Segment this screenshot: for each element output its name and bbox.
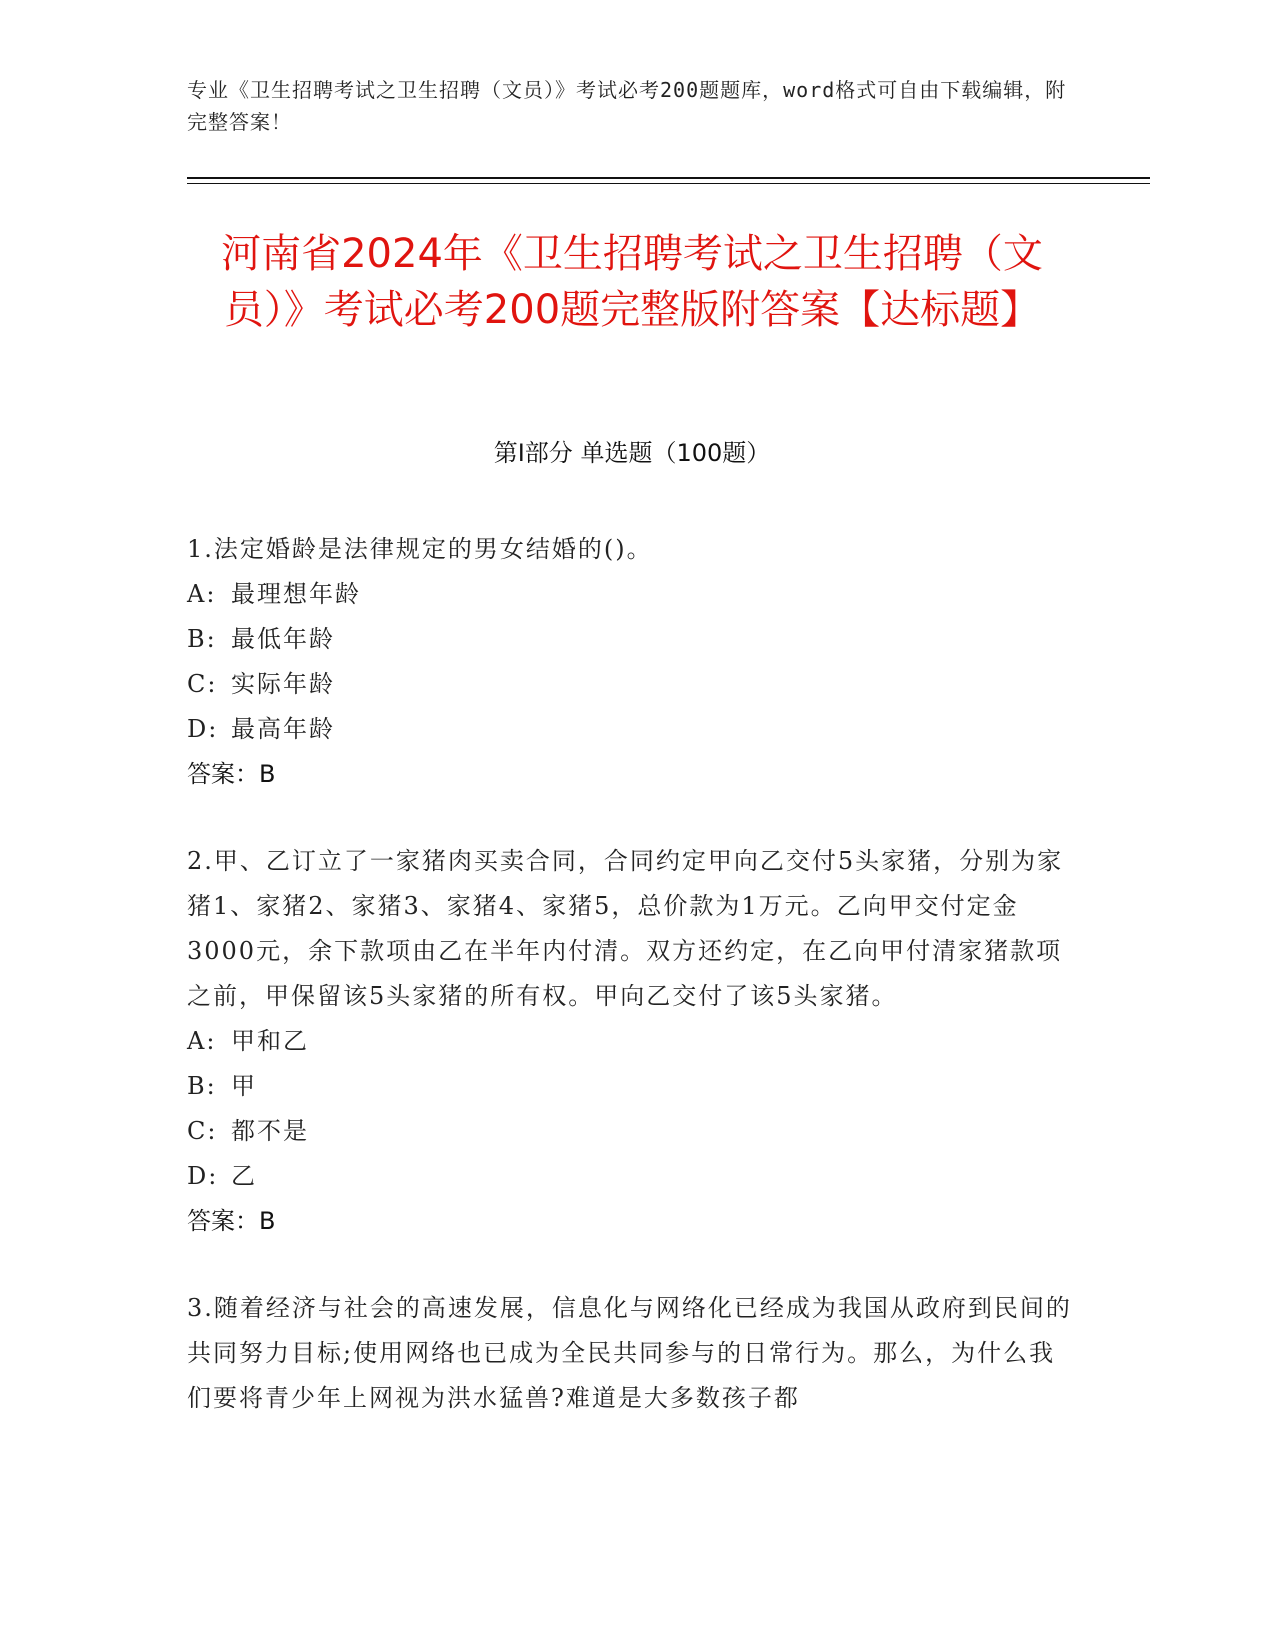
question-list: [187, 527, 1077, 1463]
option-a: [187, 1019, 1077, 1064]
option-text: 甲和乙: [231, 1027, 309, 1055]
header-divider-thin: [187, 183, 1150, 184]
question-1: [187, 527, 1077, 797]
question-2: [187, 839, 1077, 1244]
section-title: 第I部分 单选题（100题）: [493, 439, 771, 467]
option-text: 都不是: [231, 1117, 309, 1145]
option-text: 甲: [231, 1072, 257, 1100]
option-letter: C:: [187, 670, 218, 698]
option-letter: A:: [187, 1027, 217, 1055]
option-letter: C:: [187, 1117, 218, 1145]
option-letter: B:: [187, 1072, 217, 1100]
option-letter: B:: [187, 625, 217, 653]
header-note: 专业《卫生招聘考试之卫生招聘（文员）》考试必考200题题库，word格式可自由下载编辑，附完整答案！: [187, 78, 1067, 134]
option-c: [187, 1109, 1077, 1154]
option-text: 实际年龄: [231, 670, 335, 698]
option-letter: A:: [187, 580, 217, 608]
answer-line: 答案：B: [187, 1207, 276, 1235]
option-text: 最低年龄: [231, 625, 335, 653]
option-text: 乙: [231, 1162, 257, 1190]
option-text: 最高年龄: [231, 715, 335, 743]
answer-line: 答案：B: [187, 760, 276, 788]
option-d: [187, 1154, 1077, 1199]
option-text: 最理想年龄: [231, 580, 361, 608]
document-title: 河南省2024年《卫生招聘考试之卫生招聘（文员）》考试必考200题完整版附答案【达标题】: [221, 231, 1043, 333]
question-3: [187, 1286, 1077, 1421]
question-stem: 3.随着经济与社会的高速发展，信息化与网络化已经成为我国从政府到民间的共同努力目标;使用网络也已成为全民共同参与的日常行为。那么，为什么我们要将青少年上网视为洪水猛兽?难道是大多数孩子都: [187, 1294, 1072, 1412]
option-d: [187, 707, 1077, 752]
header-divider-thick: [187, 177, 1150, 179]
option-b: [187, 617, 1077, 662]
option-a: [187, 572, 1077, 617]
option-c: [187, 662, 1077, 707]
option-b: [187, 1064, 1077, 1109]
option-letter: D:: [187, 715, 219, 743]
option-letter: D:: [187, 1162, 219, 1190]
question-stem: 1.法定婚龄是法律规定的男女结婚的()。: [187, 535, 653, 563]
question-stem: 2.甲、乙订立了一家猪肉买卖合同，合同约定甲向乙交付5头家猪，分别为家猪1、家猪2、家猪3、家猪4、家猪5，总价款为1万元。乙向甲交付定金3000元，余下款项由乙在半年内付清。双方还约定，在乙向甲付清家猪款项之前，甲保留该5头家猪的所有权。甲向乙交付了该5头家猪。: [187, 847, 1064, 1010]
